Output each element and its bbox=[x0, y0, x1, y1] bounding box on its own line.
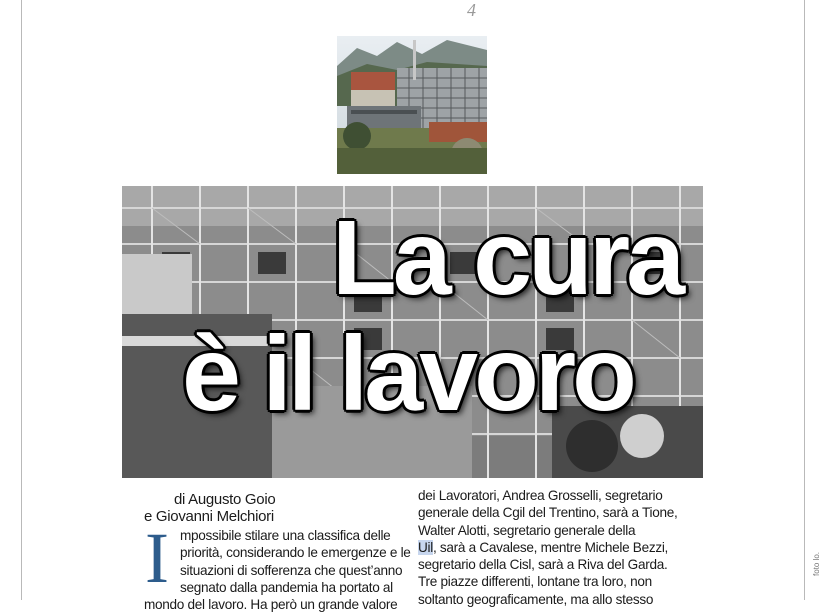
photo-construction-site-image bbox=[337, 36, 487, 174]
byline-author-2: e Giovanni Melchiori bbox=[144, 508, 274, 525]
page-number: 4 bbox=[467, 0, 476, 20]
article-column-1 bbox=[144, 527, 411, 613]
page-border-right bbox=[804, 0, 805, 600]
article-line: situazioni di sofferenza che quest’anno bbox=[180, 562, 403, 578]
article-line: segretario della Cisl, sarà a Riva del Garda. bbox=[418, 557, 668, 573]
headline-line-1: La cura bbox=[332, 199, 682, 317]
article-line: soltanto geograficamente, ma allo stesso bbox=[418, 591, 654, 607]
byline-author-1: di Augusto Goio bbox=[174, 491, 276, 508]
photo-credit: foto lo. bbox=[812, 551, 821, 576]
article-line-with-highlight bbox=[418, 539, 677, 556]
article-line-rest: , sarà a Cavalese, mentre Michele Bezzi, bbox=[432, 539, 669, 555]
highlighted-word[interactable]: Uil bbox=[418, 539, 433, 555]
page-border-left bbox=[21, 0, 22, 600]
article-line: segnato dalla pandemia ha portato al bbox=[180, 579, 393, 595]
dropcap: I bbox=[145, 518, 169, 598]
headline-line-2: è il lavoro bbox=[182, 315, 633, 433]
article-line: Walter Alotti, segretario generale della bbox=[418, 522, 636, 538]
article-line: priorità, considerando le emergenze e le bbox=[180, 545, 411, 561]
headline-photo bbox=[122, 186, 703, 478]
article-line: generale della Cgil del Trentino, sarà a Tione, bbox=[418, 505, 678, 521]
article-line: mondo del lavoro. Ha però un grande valore bbox=[144, 597, 398, 613]
article-line: mpossibile stilare una classifica delle bbox=[180, 528, 391, 543]
article-column-2 bbox=[418, 487, 677, 608]
photo-construction-site bbox=[337, 36, 487, 174]
article-line: Tre piazze differenti, lontane tra loro, non bbox=[418, 574, 652, 590]
article-line: dei Lavoratori, Andrea Grosselli, segretario bbox=[418, 488, 663, 503]
